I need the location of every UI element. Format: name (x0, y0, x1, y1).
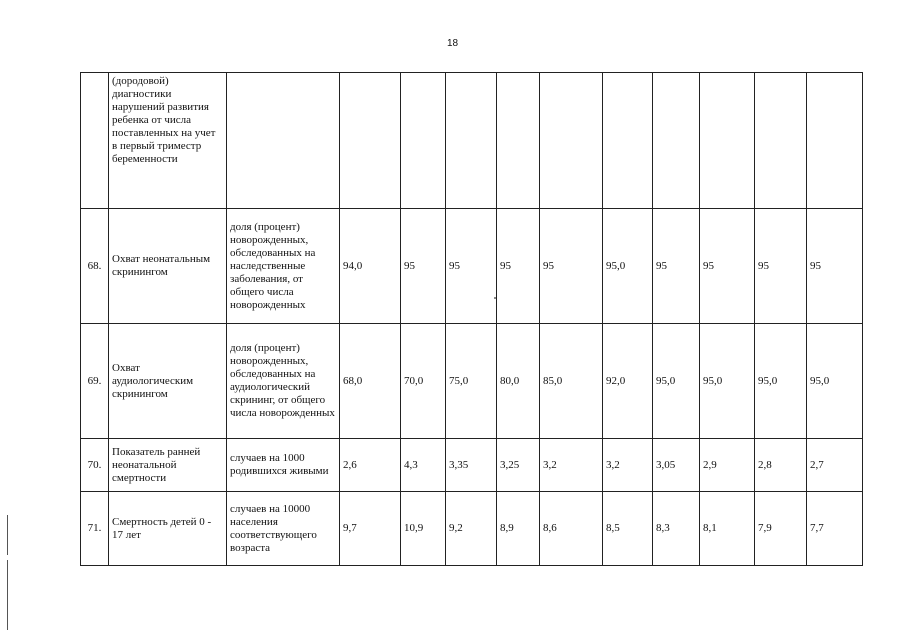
value-cell: 9,2 (446, 492, 497, 566)
value-cell: 8,1 (700, 492, 755, 566)
scan-margin-line-lower (7, 560, 8, 630)
value-cell: 3,35 (446, 439, 497, 492)
value-cell: 95 (540, 209, 603, 324)
indicator-unit: случаев на 1000 родившихся живыми (227, 439, 340, 492)
value-cell (446, 73, 497, 209)
value-cell (540, 73, 603, 209)
value-cell: 68,0 (340, 324, 401, 439)
value-cell (497, 73, 540, 209)
value-cell: 95 (446, 209, 497, 324)
value-cell: 8,9 (497, 492, 540, 566)
table-row (81, 209, 863, 324)
value-cell: 9,7 (340, 492, 401, 566)
value-cell: 85,0 (540, 324, 603, 439)
value-cell: 95,0 (755, 324, 807, 439)
indicator-name: Смертность детей 0 - 17 лет (109, 492, 227, 566)
value-cell: 7,9 (755, 492, 807, 566)
row-number: 71. (81, 492, 109, 566)
row-number: 69. (81, 324, 109, 439)
value-cell: 3,05 (653, 439, 700, 492)
value-cell: 8,6 (540, 492, 603, 566)
table-row (81, 492, 863, 566)
indicator-unit: случаев на 10000 населения соответствующего возраста (227, 492, 340, 566)
value-cell (653, 73, 700, 209)
value-cell: 10,9 (401, 492, 446, 566)
indicator-unit: доля (процент) новорожденных, обследованных на наследственные заболевания, от общего числа новорожденных (227, 209, 340, 324)
value-cell (700, 73, 755, 209)
value-cell: 2,8 (755, 439, 807, 492)
value-cell: 3,2 (540, 439, 603, 492)
row-number: 70. (81, 439, 109, 492)
value-cell: 8,5 (603, 492, 653, 566)
value-cell: 95,0 (700, 324, 755, 439)
value-cell: 4,3 (401, 439, 446, 492)
value-cell: 95 (755, 209, 807, 324)
indicator-name: Охват неонатальным скринингом (109, 209, 227, 324)
value-cell: 80,0 (497, 324, 540, 439)
value-cell: 7,7 (807, 492, 863, 566)
value-cell (807, 73, 863, 209)
row-number (81, 73, 109, 209)
value-cell: 92,0 (603, 324, 653, 439)
value-cell: 95,0 (653, 324, 700, 439)
indicator-unit: доля (процент) новорожденных, обследованных на аудиологический скрининг, от общего числа новорожденных (227, 324, 340, 439)
value-cell: 2,9 (700, 439, 755, 492)
value-cell: 95 (653, 209, 700, 324)
table-row (81, 73, 863, 209)
value-cell (755, 73, 807, 209)
value-cell: 75,0 (446, 324, 497, 439)
value-cell: 95 (401, 209, 446, 324)
value-cell: 95,0 (603, 209, 653, 324)
indicator-unit (227, 73, 340, 209)
value-cell: 2,6 (340, 439, 401, 492)
value-cell: 94,0 (340, 209, 401, 324)
table-row (81, 324, 863, 439)
row-number: 68. (81, 209, 109, 324)
value-cell: 95 (807, 209, 863, 324)
value-cell (340, 73, 401, 209)
page-number: 18 (446, 38, 459, 49)
indicator-name: (дородовой) диагностики нарушений развития ребенка от числа поставленных на учет в первый триместр беременности (109, 73, 227, 209)
scan-margin-line (7, 515, 8, 555)
indicator-name: Показатель ранней неонатальной смертности (109, 439, 227, 492)
value-cell: 8,3 (653, 492, 700, 566)
value-cell: 2,7 (807, 439, 863, 492)
table-row (81, 439, 863, 492)
indicator-name: Охват аудиологическим скринингом (109, 324, 227, 439)
value-cell: 95 (700, 209, 755, 324)
indicators-table (80, 72, 863, 566)
value-cell: 3,2 (603, 439, 653, 492)
value-cell (401, 73, 446, 209)
value-cell (603, 73, 653, 209)
value-cell: 3,25 (497, 439, 540, 492)
value-cell: 95 (497, 209, 540, 324)
value-cell: 70,0 (401, 324, 446, 439)
value-cell: 95,0 (807, 324, 863, 439)
